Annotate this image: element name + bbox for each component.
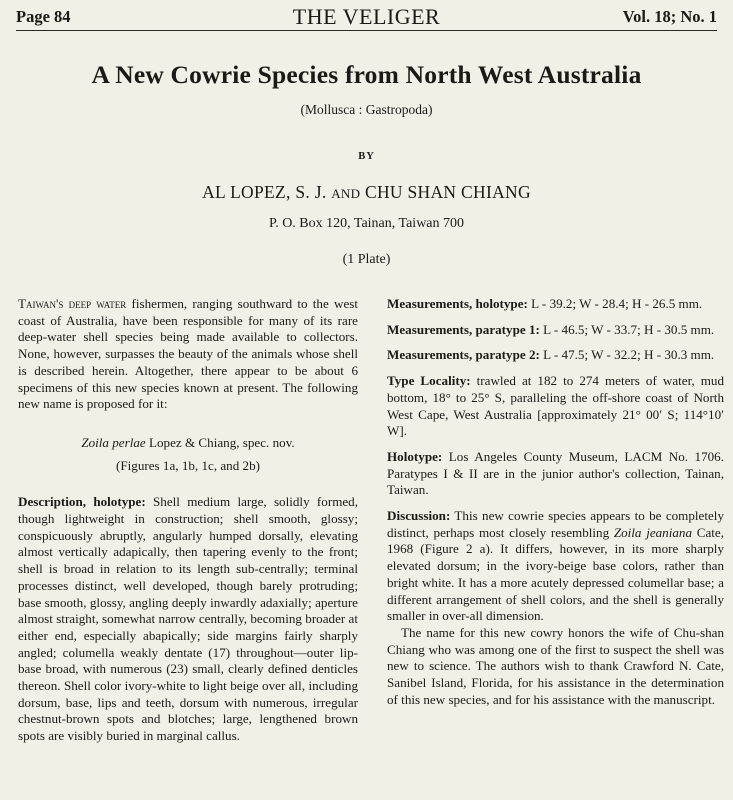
description-paragraph — [18, 494, 358, 745]
description-text: Shell medium large, solidly formed, though lightweight in construction; shell smooth, glossy; conspicuously abruptly, angularly humped dorsally, elevating almost vertically adapically, then tapering evenly to the front; shell is broad in relation to its length sub-centrally; terminal processes distinct, well developed, though barely protruding; base smooth, glossy, angling deeply inwardly adaxially; aperture almost straight, somewhat narrow centrally, becoming broader at either end, especially abapically; side margins fairly sharply angled; columella weakly dentate (17) throughout—outer lip-base broad, with numerous (23) small, clearly defined denticles thereon. Shell color ivory-white to light beige over all, including dorsum, base, lips and teeth, dorsum with numerous, irregular chestnut-brown spots and blotches; large, lengthened brown spots are visibly buried in marginal callus. — [18, 494, 359, 744]
measurements-paratype-2 — [387, 347, 724, 364]
species-heading — [18, 435, 358, 452]
type-locality — [387, 373, 724, 440]
article-subtitle: (Mollusca : Gastropoda) — [300, 102, 433, 117]
running-head — [16, 4, 717, 31]
intro-lead-in: Taiwan's deep water — [18, 296, 127, 311]
journal-name: THE VELIGER — [292, 4, 441, 29]
discussion-species: Zoila jeaniana — [613, 524, 693, 540]
holotype-label: Holotype: — [387, 448, 443, 464]
figure-reference: (Figures 1a, 1b, 1c, and 2b) — [116, 457, 260, 473]
measurements-holotype — [387, 296, 724, 313]
author-address: P. O. Box 120, Tainan, Taiwan 700 — [268, 216, 465, 231]
article-title: A New Cowrie Species from North West Australia — [91, 60, 642, 89]
left-column — [18, 296, 358, 745]
byline-label: BY — [358, 151, 375, 162]
discussion-paragraph — [387, 508, 724, 625]
discussion-text-1: This new cowrie species appears to be completely distinct, perhaps most closely resembling — [387, 508, 724, 540]
right-column — [387, 296, 724, 708]
type-locality-label: Type Locality: — [387, 373, 471, 389]
measurements-paratype-2-text: L - 47.5; W - 32.2; H - 30.3 mm. — [539, 347, 715, 363]
discussion-label: Discussion: — [387, 508, 451, 524]
species-authority: Lopez & Chiang, spec. nov. — [145, 434, 295, 450]
intro-text: fishermen, ranging southward to the west coast of Australia, have been responsible for many of its rare deep-water shell species being made available to collectors. None, however, surpasses the beauty of the animals whose shell is described herein. Altogether, there appear to be about 6 specimens of this new species known at present. The following new name is proposed for it: — [18, 296, 359, 412]
author-1: AL LOPEZ, S. J. — [202, 182, 327, 202]
description-label: Description, holotype: — [18, 494, 146, 510]
measurements-holotype-label: Measurements, holotype: — [387, 296, 528, 311]
plate-count: (1 Plate) — [342, 252, 391, 267]
volume-issue: Vol. 18; No. 1 — [622, 7, 717, 26]
author-conjunction: AND — [331, 186, 361, 201]
holotype-text: Los Angeles County Museum, LACM No. 1706. Paratypes I & II are in the junior author's collection, Tainan, Taiwan. — [387, 448, 724, 498]
author-2: CHU SHAN CHIANG — [364, 182, 531, 202]
measurements-paratype-2-label: Measurements, paratype 2: — [387, 347, 540, 363]
measurements-paratype-1 — [387, 322, 724, 339]
measurements-paratype-1-label: Measurements, paratype 1: — [387, 321, 540, 337]
intro-paragraph — [18, 296, 358, 413]
type-locality-text: trawled at 182 to 274 meters of water, mud bottom, 18° to 25° S, paralleling the off-shore coast of North West Cape, West Australia [approximately 21° 00′ S; 114°10′ W]. — [387, 373, 724, 439]
discussion-text-2: Cate, 1968 (Figure 2 a). It differs, however, in its more sharply elevated dorsum; in the ivory-beige base colors, rather than bright white. It has a more acutely depressed columellar base; a different arrangement of shell colors, and the shell is generally smaller in over-all dimension. — [387, 524, 724, 624]
authors — [0, 182, 733, 203]
closing-paragraph: The name for this new cowry honors the wife of Chu-shan Chiang who was among one of the first to suspect the shell was new to science. The authors wish to thank Crawford N. Cate, Sanibel Island, Florida, for his assistance in the determination of this new species, and for his assistance with the manuscript. — [387, 624, 724, 707]
measurements-paratype-1-text: L - 46.5; W - 33.7; H - 30.5 mm. — [539, 321, 715, 337]
measurements-holotype-text: L - 39.2; W - 28.4; H - 26.5 mm. — [527, 296, 703, 311]
holotype-paragraph — [387, 449, 724, 499]
page-number: Page 84 — [16, 7, 71, 26]
species-name: Zoila perlae — [81, 434, 146, 450]
